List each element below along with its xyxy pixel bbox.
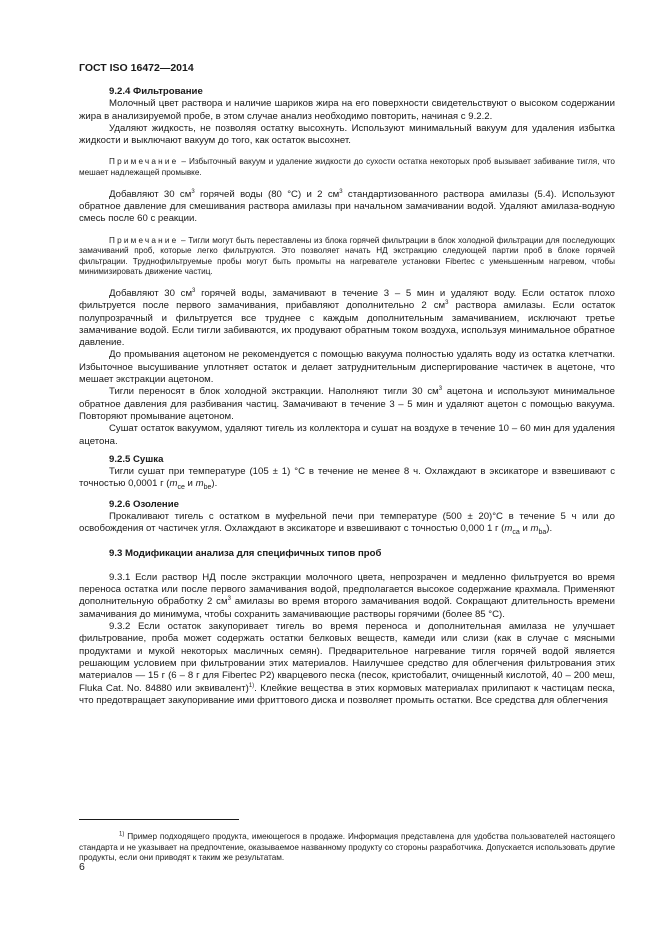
note-text: – Тигли могут быть переставлены из блока горячей фильтрации в блок холодной фильтрации для последующих замачиваний проб, которые легко фильтруются. Это позволяет начать НД экстракцию следующей партии проб в блоке горячей фильтрации. Труднофильтруемые пробы могут быть промыты на нагревателе установки Fibertec с уменьшенным нагревом, чтобы минимизировать движение частиц. bbox=[79, 235, 615, 277]
document-body bbox=[79, 86, 615, 707]
text-run: стандартизованного раствора амилазы (5.4). Используют обратное давление для смешивания раствора амилазы при начальном замачивании водой. Удаляют амилаза-водную смесь после 60 с реакции. bbox=[79, 188, 615, 225]
footnote-text: Пример подходящего продукта, имеющегося в продаже. Информация представлена для удобства пользователей настоящего стандарта и не указывает на предпочтение, оказываемое названному продукту со стороны разработчика. Допускается использовать другие продукты, если они приводят к таким же результатам. bbox=[79, 832, 615, 863]
text-run: горячей воды (80 °С) и 2 см bbox=[194, 188, 340, 200]
paragraph bbox=[79, 621, 615, 707]
superscript: 3 bbox=[339, 188, 343, 195]
text-run: Прокаливают тигель с остатком в муфельной печи при температуре (500 ± 20)°С в течение 5 ч или до освобождения от частичек угля. Охлаждают в эксикаторе и взвешивают с точностью 0,000 1 г ( bbox=[79, 510, 615, 535]
paragraph: Удаляют жидкость, не позволяя остатку высохнуть. Используют минимальный вакуум для удаления избытка жидкости и выключают вакуум до того, как остаток высохнет. bbox=[79, 122, 615, 147]
paragraph bbox=[79, 572, 615, 621]
superscript: 3 bbox=[445, 300, 449, 307]
section-heading-9-3: 9.3 Модификации анализа для специфичных типов проб bbox=[109, 547, 382, 559]
superscript: 3 bbox=[438, 386, 443, 393]
text-run: и bbox=[184, 478, 196, 490]
text-run: ацетона и используют минимальное обратное давления для разбивания частиц. Замачивают в течение 3 – 5 мин и удаляют ацетон с помощью вакуума. Повторяют промывание ацетоном. bbox=[79, 386, 616, 422]
footnote-divider bbox=[79, 819, 239, 820]
text-run: 9.3.2 Если остаток закупоривает тигель во время переноса и дополнительная амилаза не улучшает фильтрование, проба может содержать остатки белковых веществ, камеди или слизи (как в случае с мясными продуктами и мукой некоторых масличных семян). Предварительное нагревание тигля горячей водой является решающим условием при фильтровании этих материалов. Наилучшее средство для облегчения фильтрования этих материалов — 15 г (6 – 8 г для Fibertec P2) кварцевого песка (песок, кристобалит, очищенный кислотой, 40 – 200 меш, Fluka Cat. No. 84880 или эквивалент) bbox=[79, 621, 615, 694]
note-label: Примечание bbox=[109, 157, 179, 167]
paragraph bbox=[79, 511, 615, 536]
paragraph bbox=[79, 386, 615, 423]
text-run: Добавляют 30 см bbox=[109, 287, 193, 299]
text-run: раствора амилазы. Если остаток полупрозрачный и фильтруется все труднее с каждым дополнительным замачиванием, исключают третье замачивание водой. Если тигли забиваются, их продувают обратным током воздуха, используя минимальное обратное давление. bbox=[79, 300, 615, 349]
paragraph bbox=[79, 189, 615, 226]
footnote-reference: 1) bbox=[248, 682, 255, 689]
note-text: – Избыточный вакуум и удаление жидкости до сухости остатка некоторых проб вызывает забивание тигля, что мешает надлежащей промывке. bbox=[79, 157, 615, 178]
subscript: ca bbox=[512, 529, 520, 537]
paragraph bbox=[79, 466, 615, 491]
footnote bbox=[79, 832, 615, 864]
superscript: 3 bbox=[191, 188, 195, 195]
note-label: Примечание bbox=[109, 235, 179, 245]
superscript: 3 bbox=[192, 287, 196, 294]
math-symbol: m bbox=[504, 523, 513, 535]
document-header: ГОСТ ISO 16472—2014 bbox=[79, 62, 194, 74]
superscript: 3 bbox=[227, 596, 231, 603]
page-number: 6 bbox=[79, 861, 85, 873]
text-run: Тигли переносят в блок холодной экстракции. Наполняют тигли 30 см bbox=[109, 386, 439, 398]
math-symbol: m bbox=[169, 478, 178, 490]
text-run: . Клейкие вещества в этих кормовых материалах прилипают к частицам песка, что предотвращает закупоривание ими фриттового диска и позволяет промыть остатки. Все средства для облегчения bbox=[79, 682, 616, 706]
text-run: 9.3.1 Если раствор НД после экстракции молочного цвета, непрозрачен и медленно фильтруется во время переноса остатка или после первого замачивания водой, предполагается высокое содержание крахмала. Применяют дополнительную обработку 2 см bbox=[79, 571, 615, 608]
text-run: амилазы во время второго замачивания водой. Сокращают длительность времени замачивания до минимума, чтобы сохранить замачивающие растворы горячими (более 85 °С). bbox=[79, 596, 615, 620]
math-symbol: m bbox=[195, 478, 204, 490]
section-heading-9-2-4: 9.2.4 Фильтрование bbox=[109, 86, 203, 97]
paragraph: Молочный цвет раствора и наличие шариков жира на его поверхности свидетельствуют о высоком содержании жира в анализируемой пробе, в этом случае анализ необходимо повторить, начиная с 9.2.2. bbox=[79, 98, 615, 122]
paragraph bbox=[79, 288, 615, 349]
subscript: be bbox=[203, 484, 212, 492]
footnote-marker: 1) bbox=[119, 831, 125, 838]
text-run: горячей воды, замачивают в течение 3 – 5 мин и удаляют воду. Если остаток плохо фильтруется после первого замачивания, прибавляют дополнительно 2 см bbox=[79, 287, 615, 312]
text-run: ). bbox=[546, 523, 553, 535]
section-heading-9-2-6: 9.2.6 Озоление bbox=[109, 498, 179, 510]
section-heading-9-2-5: 9.2.5 Сушка bbox=[109, 453, 164, 465]
text-run: ). bbox=[211, 478, 218, 490]
paragraph: Сушат остаток вакуумом, удаляют тигель из коллектора и сушат на воздухе в течение 10 – 60 мин для удаления ацетона. bbox=[79, 423, 615, 447]
text-run: и bbox=[519, 523, 531, 535]
text-run: Тигли сушат при температуре (105 ± 1) °С в течение не менее 8 ч. Охлаждают в эксикаторе и взвешивают с точностью 0,0001 г ( bbox=[79, 466, 615, 490]
text-run: Добавляют 30 см bbox=[109, 188, 192, 200]
paragraph: До промывания ацетоном не рекомендуется с помощью вакуума полностью удалять воду из остатка клетчатки. Избыточное высушивание уплотняет остаток и делает затруднительным диспергирование частичек в ацетоне, что мешает экстракции ацетоном. bbox=[79, 349, 615, 386]
subscript: ba bbox=[538, 529, 547, 537]
note bbox=[79, 157, 615, 178]
subscript: ce bbox=[177, 484, 185, 492]
math-symbol: m bbox=[530, 523, 539, 535]
note bbox=[79, 236, 615, 278]
